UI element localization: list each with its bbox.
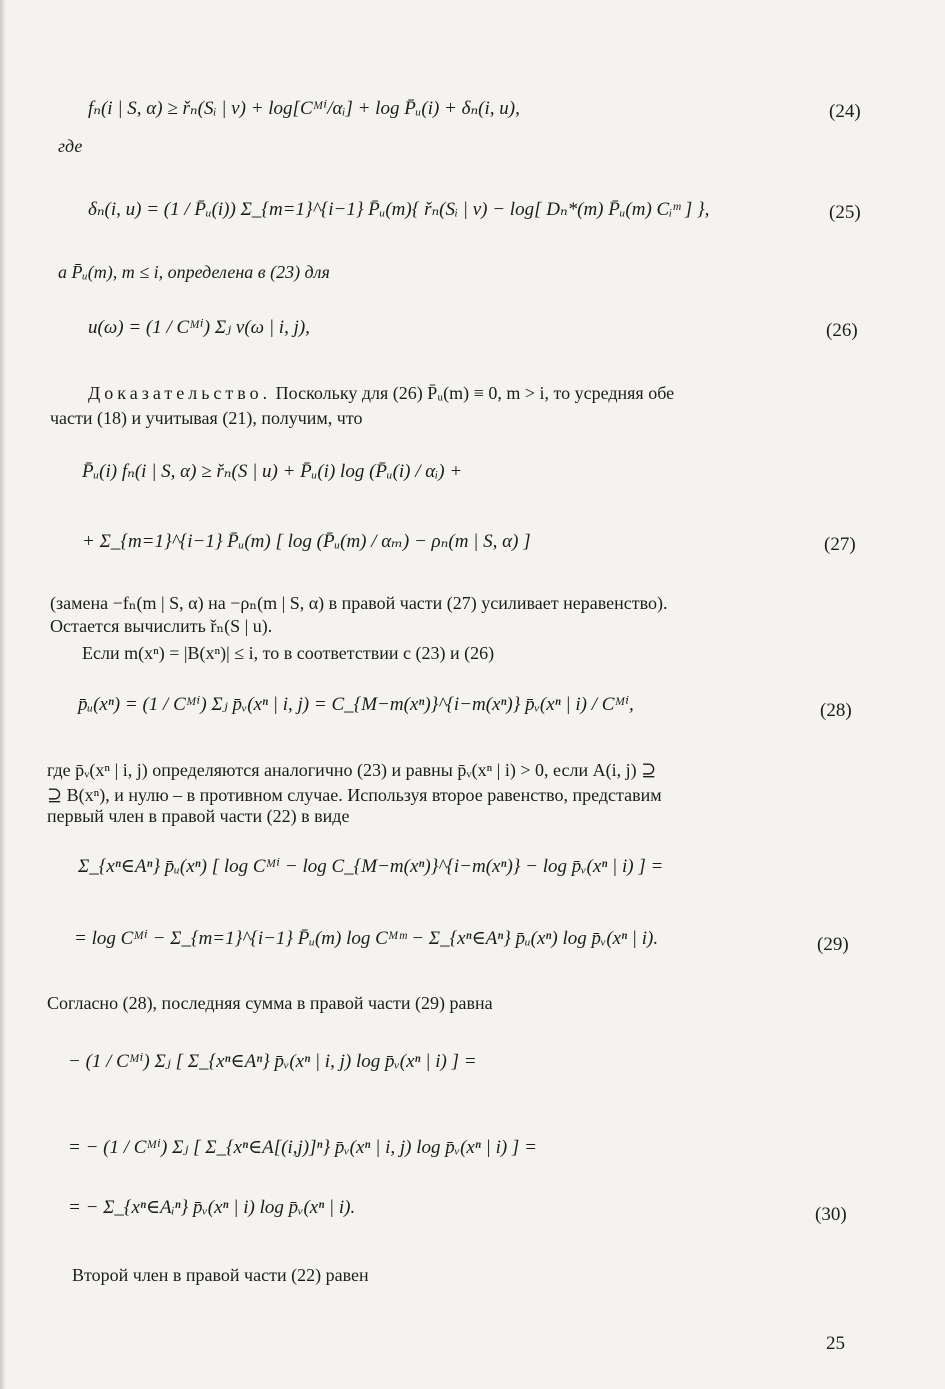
equation-30-line-2: = − (1 / Cᴹⁱ) Σⱼ [ Σ_{xⁿ∈A[(i,j)]ⁿ} p̄ᵥ(xⁿ | i, j) log p̄ᵥ(xⁿ | i) ] =: [68, 1137, 537, 1158]
equation-number-24: (24): [829, 101, 861, 122]
equation-26: u(ω) = (1 / Cᴹⁱ) Σⱼ v(ω | i, j),: [88, 317, 310, 338]
equation-29-line-2: = log Cᴹⁱ − Σ_{m=1}^{i−1} P̄ᵤ(m) log Cᴹᵐ − Σ_{xⁿ∈Aⁿ} p̄ᵤ(xⁿ) log p̄ᵥ(xⁿ | i).: [74, 928, 659, 949]
text-where: где: [58, 136, 83, 156]
equation-30-line-1: − (1 / Cᴹⁱ) Σⱼ [ Σ_{xⁿ∈Aⁿ} p̄ᵥ(xⁿ | i, j) log p̄ᵥ(xⁿ | i) ] =: [68, 1051, 477, 1072]
text-after-27-line-3: Если m(xⁿ) = |B(xⁿ)| ≤ i, то в соответствии с (23) и (26): [82, 643, 495, 663]
scan-edge: [0, 0, 6, 1389]
proof-rest: Поскольку для (26) P̄ᵤ(m) ≡ 0, m > i, то усредняя обе: [271, 383, 675, 403]
text-after-27-line-2: Остается вычислить řₙ(S | u).: [50, 616, 273, 636]
equation-24: fₙ(i | S, α) ≥ řₙ(Sᵢ | v) + log[Cᴹⁱ/αᵢ] + log P̄ᵤ(i) + δₙ(i, u),: [88, 98, 520, 119]
equation-29-line-1: Σ_{xⁿ∈Aⁿ} p̄ᵤ(xⁿ) [ log Cᴹⁱ − log C_{M−m(xⁿ)}^{i−m(xⁿ)} − log p̄ᵥ(xⁿ | i) ] =: [78, 856, 664, 877]
equation-number-29: (29): [817, 934, 849, 955]
proof-word: Доказательство.: [88, 383, 272, 403]
equation-25: δₙ(i, u) = (1 / P̄ᵤ(i)) Σ_{m=1}^{i−1} P̄ᵤ(m){ řₙ(Sᵢ | v) − log[ Dₙ*(m) P̄ᵤ(m) Cᵢᵐ ] },: [88, 199, 710, 220]
equation-number-28: (28): [820, 700, 852, 721]
equation-27-line-2: + Σ_{m=1}^{i−1} P̄ᵤ(m) [ log (P̄ᵤ(m) / αₘ) − ρₙ(m | S, α) ]: [82, 531, 531, 552]
equation-27-line-1: P̄ᵤ(i) fₙ(i | S, α) ≥ řₙ(S | u) + P̄ᵤ(i) log (P̄ᵤ(i) / αᵢ) +: [82, 461, 463, 482]
text-after-28-line-3: первый член в правой части (22) в виде: [47, 806, 350, 826]
text-after-27-line-1: (замена −fₙ(m | S, α) на −ρₙ(m | S, α) в правой части (27) усиливает неравенство).: [50, 593, 668, 613]
equation-number-27: (27): [824, 534, 856, 555]
equation-30-line-3: = − Σ_{xⁿ∈Aᵢⁿ} p̄ᵥ(xⁿ | i) log p̄ᵥ(xⁿ | i).: [68, 1197, 356, 1218]
text-after-28-line-2: ⊇ B(xⁿ), и нулю – в противном случае. Используя второе равенство, представим: [47, 785, 662, 805]
equation-number-25: (25): [829, 202, 861, 223]
text-after-29: Согласно (28), последняя сумма в правой части (29) равна: [47, 993, 493, 1013]
text-last-line: Второй член в правой части (22) равен: [72, 1265, 369, 1285]
equation-28: p̄ᵤ(xⁿ) = (1 / Cᴹⁱ) Σⱼ p̄ᵥ(xⁿ | i, j) = C_{M−m(xⁿ)}^{i−m(xⁿ)} p̄ᵥ(xⁿ | i) / Cᴹⁱ,: [78, 694, 634, 715]
equation-number-30: (30): [815, 1204, 847, 1225]
equation-number-26: (26): [826, 320, 858, 341]
proof-line-1: [88, 383, 674, 404]
page-number: 25: [826, 1333, 845, 1354]
text-after-28-line-1: где p̄ᵥ(xⁿ | i, j) определяются аналогично (23) и равны p̄ᵥ(xⁿ | i) > 0, если A(i, j) ⊇: [47, 760, 657, 780]
text-line-after-25: а P̄ᵤ(m), m ≤ i, определена в (23) для: [58, 262, 330, 282]
proof-line-2: части (18) и учитывая (21), получим, что: [50, 408, 363, 428]
